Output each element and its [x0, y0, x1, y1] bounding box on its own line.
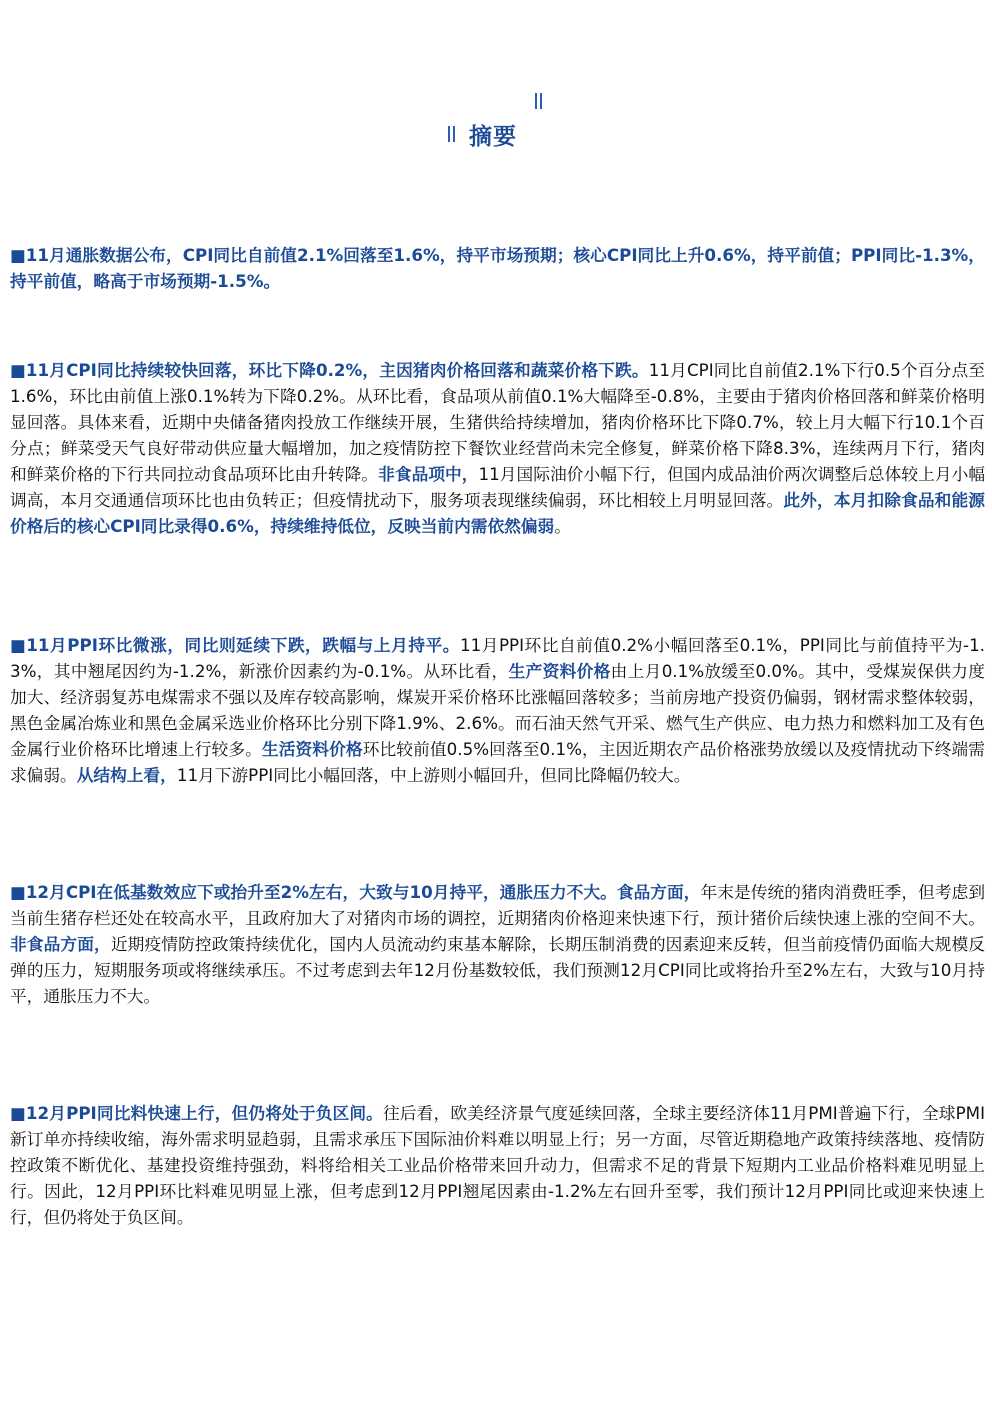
body-text: 往后看，欧美经济景气度延续回落，全球主要经济体11月PMI普遍下行，全球PMI新订单亦持续收缩，海外需求明显趋弱，且需求承压下国际油价料难以明显上行；另一方面，尽管近期稳地产政策持续落地、疫情防控政策不断优化、基建投资维持强劲，料将给相关工业品价格带来回升动力，但需求不足的背景下短期内工业品价格料难见明显上行。因此，12月PPI环比料难见明显上涨，但考虑到12月PPI翘尾因素由-1.2%左右回升至零，我们预计12月PPI同比或迎来快速上行，但仍将处于负区间。 — [10, 1103, 985, 1227]
body-text: 11月国际油价小幅下行，但国内成品油价两次调整后总体较上月小幅调高，本月交通通信项环比也由负转正；但疫情扰动下，服务项表现继续偏弱，环比相较上月明显回落。 — [10, 464, 986, 510]
summary-paragraph-4 — [10, 879, 985, 1009]
page-header — [448, 118, 517, 150]
highlight-text: ■12月CPI在低基数效应下或抬升至2%左右，大致与10月持平，通胀压力不大。食品方面， — [10, 882, 701, 902]
body-text: 。 — [554, 516, 571, 536]
header-decoration-icon — [535, 93, 542, 109]
highlight-text: 从结构上看， — [76, 765, 177, 785]
highlight-text: ■11月PPI环比微涨，同比则延续下跌，跌幅与上月持平。 — [10, 635, 460, 655]
highlight-text: 生活资料价格 — [261, 739, 363, 759]
page-title: 摘要 — [469, 123, 517, 150]
summary-paragraph-2 — [10, 357, 985, 539]
summary-paragraph-5 — [10, 1100, 985, 1230]
highlight-text: ■11月CPI同比持续较快回落，环比下降0.2%，主因猪肉价格回落和蔬菜价格下跌。 — [10, 360, 649, 380]
body-text: 11月CPI同比自前值2.1%下行0.5个百分点至1.6%，环比由前值上涨0.1%转为下降0.2%。从环比看，食品项从前值0.1%大幅降至-0.8%，主要由于猪肉价格回落和鲜菜价格明显回落。具体来看，近期中央储备猪肉投放工作继续开展，生猪供给持续增加，猪肉价格环比下降0.7%，较上月大幅下行10.1个百分点；鲜菜受天气良好带动供应量大幅增加，加之疫情防控下餐饮业经营尚未完全修复，鲜菜价格下降8.3%，连续两月下行，猪肉和鲜菜价格的下行共同拉动食品项环比由升转降。 — [10, 360, 985, 484]
highlight-text: 此外，本月扣除食品和能源价格后的核心CPI同比录得0.6%，持续维持低位，反映当前内需依然偏弱 — [10, 490, 985, 536]
highlight-text: ■12月PPI同比料快速上行，但仍将处于负区间。 — [10, 1103, 384, 1123]
body-text: 近期疫情防控政策持续优化，国内人员流动约束基本解除，长期压制消费的因素迎来反转，但当前疫情仍面临大规模反弹的压力，短期服务项或将继续承压。不过考虑到去年12月份基数较低，我们预测12月CPI同比或将抬升至2%左右，大致与10月持平，通胀压力不大。 — [10, 934, 985, 1006]
summary-paragraph-3 — [10, 632, 985, 788]
summary-paragraph-1 — [10, 242, 985, 294]
body-text: 环比较前值0.5%回落至0.1%，主因近期农产品价格涨势放缓以及疫情扰动下终端需求偏弱。 — [10, 739, 985, 785]
highlight-text: 非食品项中， — [378, 464, 479, 484]
body-text: 11月PPI环比自前值0.2%小幅回落至0.1%，PPI同比与前值持平为-1.3%，其中翘尾因约为-1.2%，新涨价因素约为-0.1%。从环比看， — [10, 635, 985, 681]
highlight-text: ■11月通胀数据公布，CPI同比自前值2.1%回落至1.6%，持平市场预期；核心CPI同比上升0.6%，持平前值；PPI同比-1.3%，持平前值，略高于市场预期-1.5%。 — [10, 245, 985, 291]
highlight-text: 非食品方面， — [10, 934, 111, 954]
body-text: 11月下游PPI同比小幅回落，中上游则小幅回升，但同比降幅仍较大。 — [176, 765, 691, 785]
body-text: 年末是传统的猪肉消费旺季，但考虑到当前生猪存栏还处在较高水平，且政府加大了对猪肉市场的调控，近期猪肉价格迎来快速下行，预计猪价后续快速上涨的空间不大。 — [10, 882, 986, 928]
highlight-text: 生产资料价格 — [508, 661, 611, 681]
title-marker-icon — [448, 126, 457, 142]
body-text: 由上月0.1%放缓至0.0%。其中，受煤炭保供力度加大、经济弱复苏电煤需求不强以及库存较高影响，煤炭开采价格环比涨幅回落较多；当前房地产投资仍偏弱，钢材需求整体较弱，黑色金属冶炼业和黑色金属采选业价格环比分别下降1.9%、2.6%。而石油天然气开采、燃气生产供应、电力热力和燃料加工及有色金属行业价格环比增速上行较多。 — [10, 661, 985, 759]
